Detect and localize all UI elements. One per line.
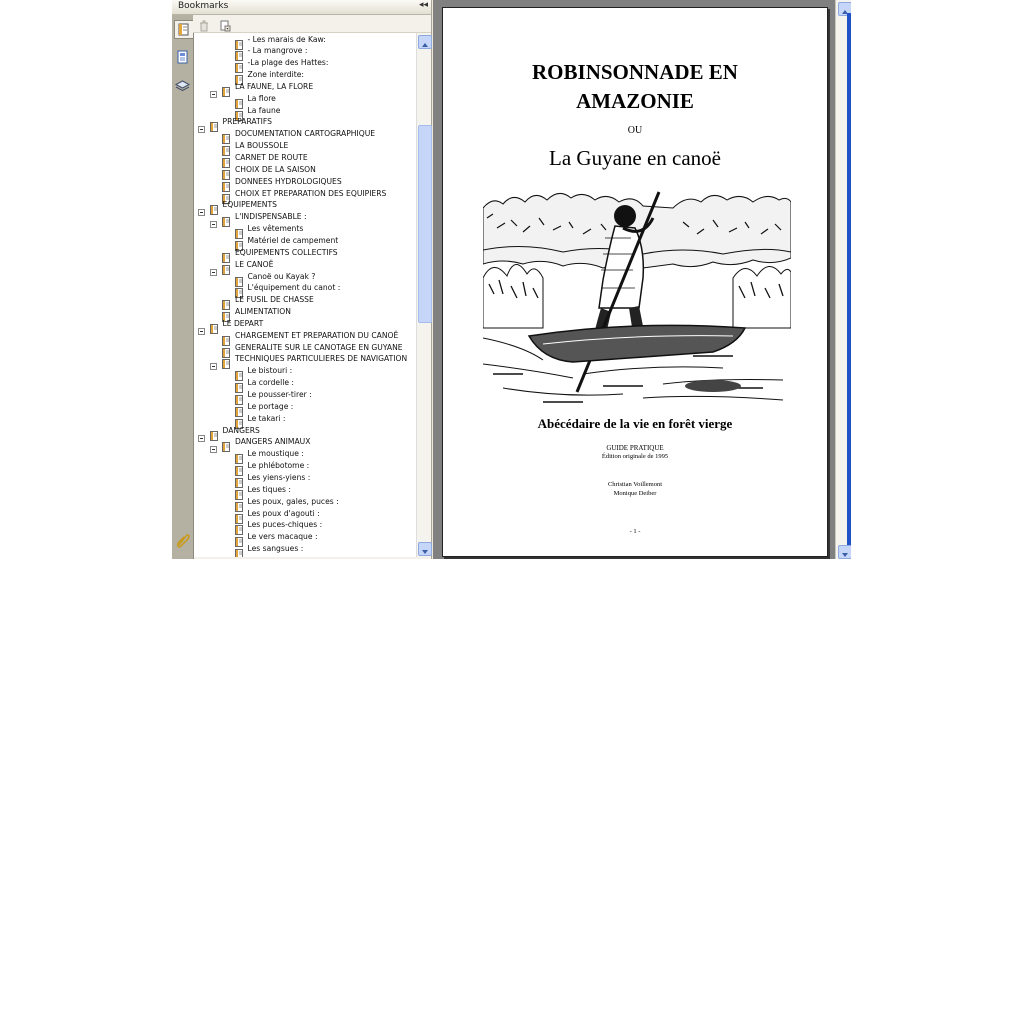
pane-header: [172, 0, 431, 15]
collapse-toggle-icon[interactable]: [210, 261, 217, 268]
bookmark-icon: [235, 461, 243, 471]
bookmark-label: GENERALITE SUR LE CANOTAGE EN GUYANE: [235, 342, 403, 352]
bookmark-icon: [235, 46, 243, 56]
bookmark-label: LE DEPART: [222, 318, 264, 328]
attachment-paperclip-icon[interactable]: [174, 532, 191, 549]
bookmark-label: LE CANOË: [235, 259, 274, 269]
bookmark-label: Le pousser-tirer :: [247, 390, 312, 399]
bookmark-label: EQUIPEMENTS COLLECTIFS: [235, 247, 338, 257]
bookmark-icon: [235, 449, 243, 459]
collapse-toggle-icon[interactable]: [198, 201, 205, 208]
bookmark-label: LE FUSIL DE CHASSE: [235, 295, 314, 305]
bookmark-label: Le phlébotome :: [247, 461, 310, 471]
scrollbar-thumb[interactable]: [418, 125, 432, 323]
bookmark-label: Les puces-chiques :: [247, 520, 323, 530]
book-guide-label: GUIDE PRATIQUE: [606, 444, 664, 452]
bookmark-label: Les poux d'agouti :: [247, 508, 320, 518]
bookmark-icon: [222, 437, 230, 447]
page-number: - 1 -: [629, 528, 641, 535]
bookmark-icon: [210, 200, 218, 210]
bookmark-icon: [210, 426, 218, 436]
scroll-up-button[interactable]: [418, 35, 432, 49]
bookmark-icon: [235, 58, 243, 68]
bookmark-icon: [222, 307, 230, 317]
bookmark-icon: [235, 485, 243, 495]
bookmark-icon: [235, 236, 243, 246]
bookmarks-toolbar: [193, 15, 431, 33]
bookmark-icon: [222, 295, 230, 305]
navigation-tab-strip: [172, 15, 194, 559]
bookmark-icon: [235, 497, 243, 507]
collapse-pane-button[interactable]: ◂◂: [418, 0, 428, 10]
bookmark-icon: [235, 390, 243, 400]
bookmark-icon: [235, 414, 243, 424]
scrollbar-track-edge: [847, 13, 851, 545]
bookmark-icon: [222, 153, 230, 163]
book-title-line1: ROBINSONNADE EN: [532, 60, 738, 84]
document-scrollbar[interactable]: [835, 0, 851, 559]
bookmark-icon: [222, 165, 230, 175]
bookmark-label: Le takari :: [247, 413, 286, 423]
bookmark-icon: [222, 343, 230, 353]
bookmark-icon: [235, 473, 243, 483]
bookmark-icon: [210, 117, 218, 127]
bookmark-label: Le moustique :: [247, 449, 304, 459]
bookmark-label: TECHNIQUES PARTICULIERES DE NAVIGATION: [235, 354, 408, 364]
bookmark-icon: [222, 177, 230, 187]
bookmark-icon: [222, 331, 230, 341]
bookmarks-scrollbar[interactable]: [416, 33, 431, 557]
bookmark-label: LA BOUSSOLE: [235, 141, 289, 151]
book-title-line2: AMAZONIE: [576, 89, 694, 113]
pdf-viewer-window: [172, 0, 851, 559]
collapse-toggle-icon[interactable]: [198, 320, 205, 327]
bookmark-label: La cordelle :: [247, 378, 294, 388]
book-tagline: Abécédaire de la vie en forêt vierge: [537, 416, 733, 431]
bookmark-icon: [235, 94, 243, 104]
options-icon[interactable]: [219, 17, 231, 29]
bookmark-label: DANGERS ANIMAUX: [235, 437, 311, 447]
bookmark-icon: [222, 141, 230, 151]
bookmark-label: EQUIPEMENTS: [222, 200, 277, 210]
bookmark-label: -La plage des Hattes:: [247, 58, 329, 68]
bookmark-icon: [235, 106, 243, 116]
bookmark-label: Les sangsues :: [247, 544, 304, 554]
bookmark-label: Les vêtements: [247, 224, 304, 234]
bookmark-icon: [235, 35, 243, 45]
trash-icon[interactable]: [198, 17, 210, 29]
bookmark-label: Les poux, gales, puces :: [247, 496, 339, 506]
bookmark-label: Le vers macaque :: [247, 532, 318, 542]
collapse-toggle-icon[interactable]: [210, 355, 217, 362]
book-title: [443, 58, 827, 116]
document-page: [442, 7, 828, 557]
bookmark-label: CHARGEMENT ET PREPARATION DU CANOË: [235, 330, 399, 340]
collapse-toggle-icon[interactable]: [210, 83, 217, 90]
bookmark-icon: [222, 82, 230, 92]
bookmark-label: Canoë ou Kayak ?: [247, 271, 316, 281]
bookmark-label: Le bistouri :: [247, 366, 293, 376]
collapse-toggle-icon[interactable]: [198, 427, 205, 434]
book-author: Christian Voillemont: [607, 481, 663, 488]
bookmark-icon: [222, 212, 230, 222]
scroll-down-button[interactable]: [838, 545, 851, 559]
collapse-toggle-icon[interactable]: [198, 118, 205, 125]
scroll-down-button[interactable]: [418, 542, 432, 556]
bookmark-label: CHOIX ET PREPARATION DES EQUIPIERS: [235, 188, 387, 198]
bookmark-panel-icon[interactable]: [174, 20, 193, 39]
bookmark-icon: [235, 272, 243, 282]
book-ou: OU: [627, 125, 643, 136]
bookmark-label: La faune: [247, 105, 281, 115]
bookmark-label: DANGERS: [222, 425, 260, 435]
bookmark-icon: [222, 248, 230, 258]
bookmark-label: DOCUMENTATION CARTOGRAPHIQUE: [235, 129, 376, 139]
bookmark-label: Matériel de campement: [247, 235, 339, 245]
bookmark-label: L'équipement du canot :: [247, 283, 341, 293]
bookmark-label: Les yiens-yiens :: [247, 472, 311, 482]
bookmark-label: Les tiques :: [247, 484, 291, 494]
bookmark-icon: [235, 283, 243, 293]
bookmark-label: Zone interdite:: [247, 70, 304, 80]
bookmark-icon: [235, 378, 243, 388]
layers-icon[interactable]: [174, 78, 191, 95]
bookmark-label: Le portage :: [247, 401, 294, 411]
bookmark-icon: [235, 402, 243, 412]
bookmark-label: - La mangrove :: [247, 46, 308, 56]
bookmark-tree: [194, 33, 416, 557]
bookmark-label: CHOIX DE LA SAISON: [235, 164, 316, 174]
bookmark-icon: [235, 224, 243, 234]
collapse-toggle-icon[interactable]: [210, 438, 217, 445]
bookmark-icon: [235, 70, 243, 80]
bookmark-label: LA FAUNE, LA FLORE: [235, 81, 314, 91]
bookmark-icon: [235, 366, 243, 376]
bookmark-icon: [222, 189, 230, 199]
bookmark-icon: [235, 532, 243, 542]
bookmark-label: PREPARATIFS: [222, 117, 272, 127]
bookmark-label: La flore: [247, 93, 276, 103]
bookmark-label: - Les marais de Kaw:: [247, 34, 326, 44]
bookmark-label: DONNEES HYDROLOGIQUES: [235, 176, 342, 186]
page-thumbnails-icon[interactable]: [174, 49, 191, 66]
bookmark-icon: [235, 509, 243, 519]
bookmarks-pane: [172, 0, 432, 559]
bookmark-icon: [235, 544, 243, 554]
document-view[interactable]: [433, 0, 835, 559]
bookmark-label: L'INDISPENSABLE :: [235, 212, 307, 222]
collapse-toggle-icon[interactable]: [210, 213, 217, 220]
bookmark-icon: [235, 520, 243, 530]
bookmark-icon: [222, 260, 230, 270]
book-subtitle: La Guyane en canoë: [549, 146, 721, 170]
canoe-illustration: [483, 188, 791, 410]
bookmark-label: CARNET DE ROUTE: [235, 153, 308, 162]
pane-title: Bookmarks: [178, 1, 229, 11]
bookmark-icon: [222, 129, 230, 139]
book-edition: Édition originale de 1995: [601, 453, 669, 460]
bookmark-icon: [210, 319, 218, 329]
bookmark-icon: [222, 354, 230, 364]
bookmark-label: ALIMENTATION: [235, 307, 291, 317]
book-author: Monique Deiber: [613, 490, 657, 497]
